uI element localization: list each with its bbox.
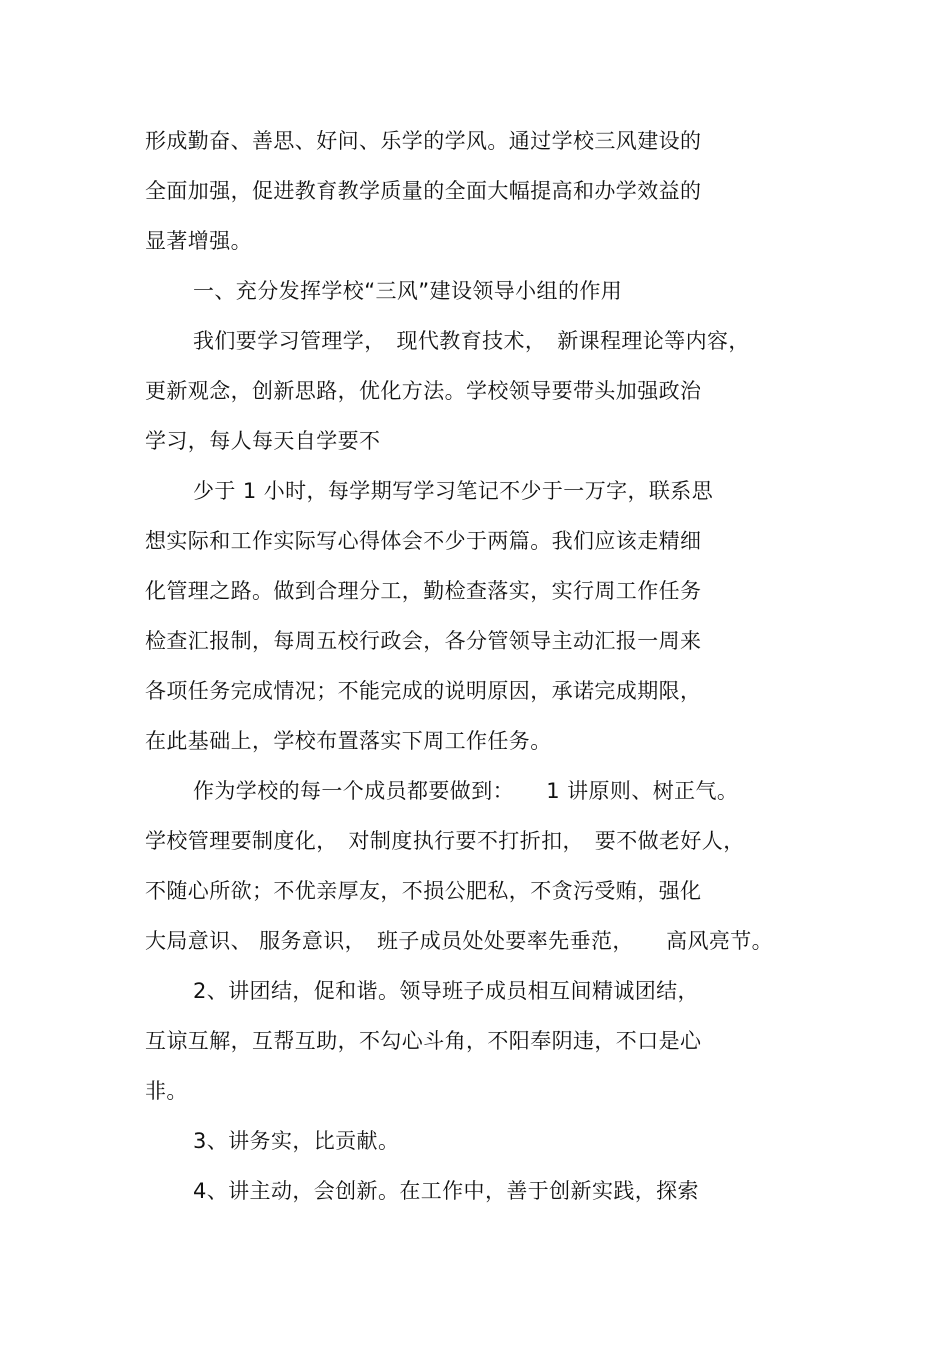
text-line: 更新观念，创新思路，优化方法。学校领导要带头加强政治 xyxy=(145,379,702,403)
text-line: 在此基础上，学校布置落实下周工作任务。 xyxy=(145,729,552,753)
text-line: 全面加强，促进教育教学质量的全面大幅提高和办学效益的 xyxy=(145,179,702,203)
text-line: 形成勤奋、善思、好问、乐学的学风。通过学校三风建设的 xyxy=(145,129,702,153)
text-line: 4、讲主动，会创新。在工作中，善于创新实践，探索 xyxy=(193,1179,699,1203)
section-heading: 一、充分发挥学校“三风”建设领导小组的作用 xyxy=(193,279,623,303)
text-line: 检查汇报制，每周五校行政会，各分管领导主动汇报一周来 xyxy=(145,629,702,653)
text-line: 学校管理要制度化， 对制度执行要不打折扣， 要不做老好人， xyxy=(145,829,745,853)
text-line: 作为学校的每一个成员都要做到： 1 讲原则、树正气。 xyxy=(193,779,739,803)
text-line: 少于 1 小时，每学期写学习笔记不少于一万字，联系思 xyxy=(193,479,714,503)
text-line: 2、讲团结，促和谐。领导班子成员相互间精诚团结， xyxy=(193,979,699,1003)
text-line: 化管理之路。做到合理分工，勤检查落实，实行周工作任务 xyxy=(145,579,702,603)
text-line: 不随心所欲；不优亲厚友，不损公肥私，不贪污受贿，强化 xyxy=(145,879,702,903)
text-line: 显著增强。 xyxy=(145,229,252,253)
text-line: 非。 xyxy=(145,1079,188,1103)
text-line: 想实际和工作实际写心得体会不少于两篇。我们应该走精细 xyxy=(145,529,702,553)
text-line: 学习，每人每天自学要不 xyxy=(145,429,381,453)
text-line: 大局意识、 服务意识， 班子成员处处要率先垂范， 高风亮节。 xyxy=(145,929,774,953)
text-line: 3、讲务实，比贡献。 xyxy=(193,1129,400,1153)
text-line: 我们要学习管理学， 现代教育技术， 新课程理论等内容， xyxy=(193,329,750,353)
text-line: 各项任务完成情况；不能完成的说明原因，承诺完成期限， xyxy=(145,679,702,703)
text-line: 互谅互解，互帮互助，不勾心斗角，不阳奉阴违，不口是心 xyxy=(145,1029,702,1053)
